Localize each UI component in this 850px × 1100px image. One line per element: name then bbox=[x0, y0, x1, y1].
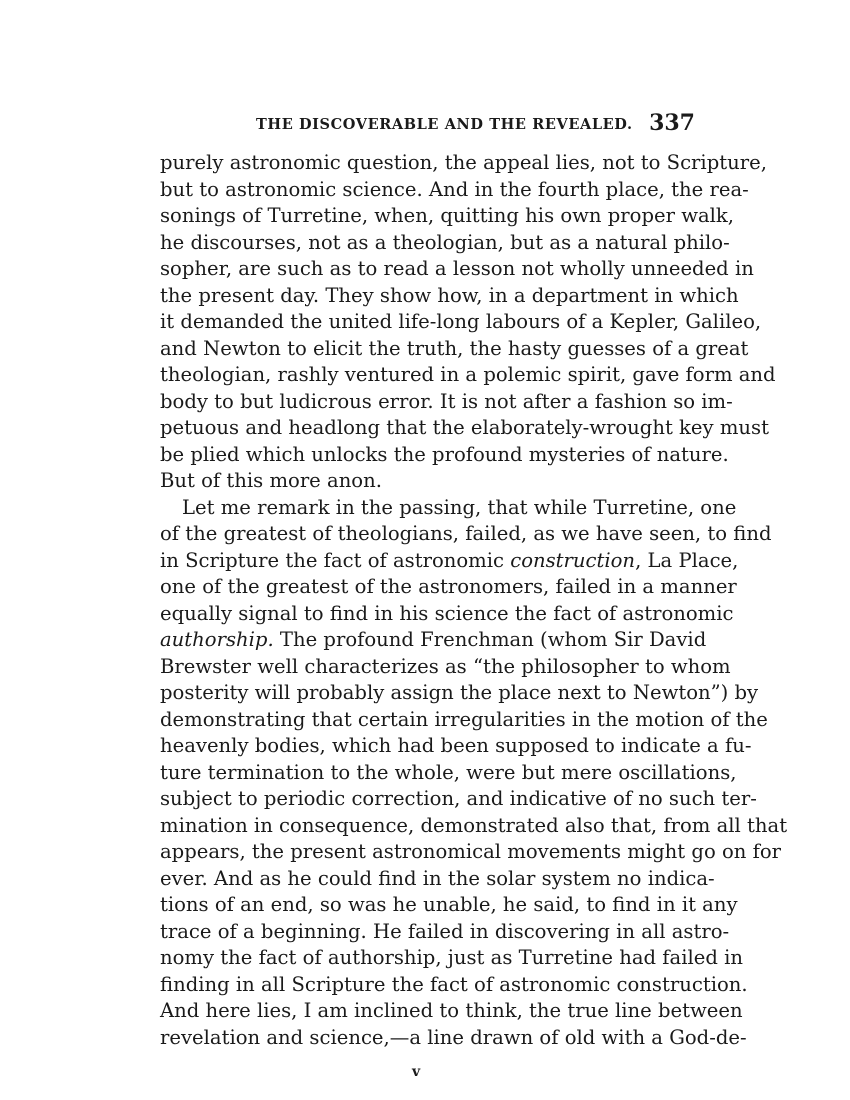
text-line: body to but ludicrous error. It is not after a fashion so im- bbox=[160, 389, 733, 413]
text-line: Let me remark in the passing, that while Turretine, one bbox=[182, 495, 737, 519]
page-header bbox=[160, 110, 695, 140]
text-line: But of this more anon. bbox=[160, 469, 382, 492]
text-line: sonings of Turretine, when, quitting his own proper walk, bbox=[160, 204, 735, 227]
text-line: trace of a beginning. He failed in discovering in all astro- bbox=[160, 919, 730, 943]
italic-term: construction bbox=[510, 548, 636, 572]
text-line: purely astronomic question, the appeal lies, not to Scripture, bbox=[160, 151, 767, 174]
text-line: subject to periodic correction, and indicative of no such ter- bbox=[160, 787, 757, 810]
text-line: it demanded the united life-long labours of a Kepler, Galileo, bbox=[160, 310, 762, 333]
text-line: one of the greatest of the astronomers, failed in a manner bbox=[160, 575, 737, 598]
text-line: tions of an end, so was he unable, he said, to find in it any bbox=[160, 893, 738, 916]
text-line: ture termination to the whole, were but mere oscillations, bbox=[160, 760, 737, 784]
text-line: Brewster well characterizes as “the philosopher to whom bbox=[160, 654, 731, 678]
text-segment: The profound Frenchman (whom Sir David bbox=[273, 628, 707, 651]
text-line: be plied which unlocks the profound mysteries of nature. bbox=[160, 442, 729, 466]
text-line: demonstrating that certain irregularities in the motion of the bbox=[160, 707, 768, 731]
text-segment: in Scripture the fact of astronomic bbox=[160, 548, 511, 572]
text-line: heavenly bodies, which had been supposed to indicate a fu- bbox=[160, 734, 752, 757]
text-line: nomy the fact of authorship, just as Turretine had failed in bbox=[160, 946, 744, 969]
text-line: revelation and science,—a line drawn of old with a God-de- bbox=[160, 1025, 747, 1049]
running-title: THE DISCOVERABLE AND THE REVEALED. bbox=[256, 116, 633, 133]
italic-term: authorship. bbox=[160, 628, 274, 651]
body-text bbox=[160, 150, 788, 1051]
page-number: 337 bbox=[649, 110, 695, 136]
text-line: ever. And as he could find in the solar system no indica- bbox=[160, 866, 715, 890]
text-line-mixed bbox=[160, 548, 739, 575]
text-line: finding in all Scripture the fact of astronomic construction. bbox=[160, 972, 748, 996]
text-line: the present day. They show how, in a department in which bbox=[160, 283, 739, 307]
text-segment: , La Place, bbox=[635, 548, 739, 572]
text-line: theologian, rashly ventured in a polemic spirit, gave form and bbox=[160, 363, 776, 386]
text-line: And here lies, I am inclined to think, the true line between bbox=[160, 999, 743, 1022]
signature-mark: v bbox=[412, 1064, 421, 1080]
text-line: he discourses, not as a theologian, but as a natural philo- bbox=[160, 230, 730, 254]
text-line: sopher, are such as to read a lesson not wholly unneeded in bbox=[160, 257, 754, 280]
text-line: petuous and headlong that the elaborately-wrought key must bbox=[160, 416, 769, 439]
text-line: equally signal to find in his science the fact of astronomic bbox=[160, 601, 734, 625]
text-line-mixed bbox=[160, 627, 707, 654]
text-line: appears, the present astronomical movements might go on for bbox=[160, 840, 782, 863]
text-line: mination in consequence, demonstrated also that, from all that bbox=[160, 813, 788, 837]
text-line: but to astronomic science. And in the fourth place, the rea- bbox=[160, 177, 749, 201]
text-line: posterity will probably assign the place next to Newton”) by bbox=[160, 681, 759, 704]
text-line: of the greatest of theologians, failed, as we have seen, to find bbox=[160, 522, 772, 545]
text-line: and Newton to elicit the truth, the hasty guesses of a great bbox=[160, 336, 749, 360]
